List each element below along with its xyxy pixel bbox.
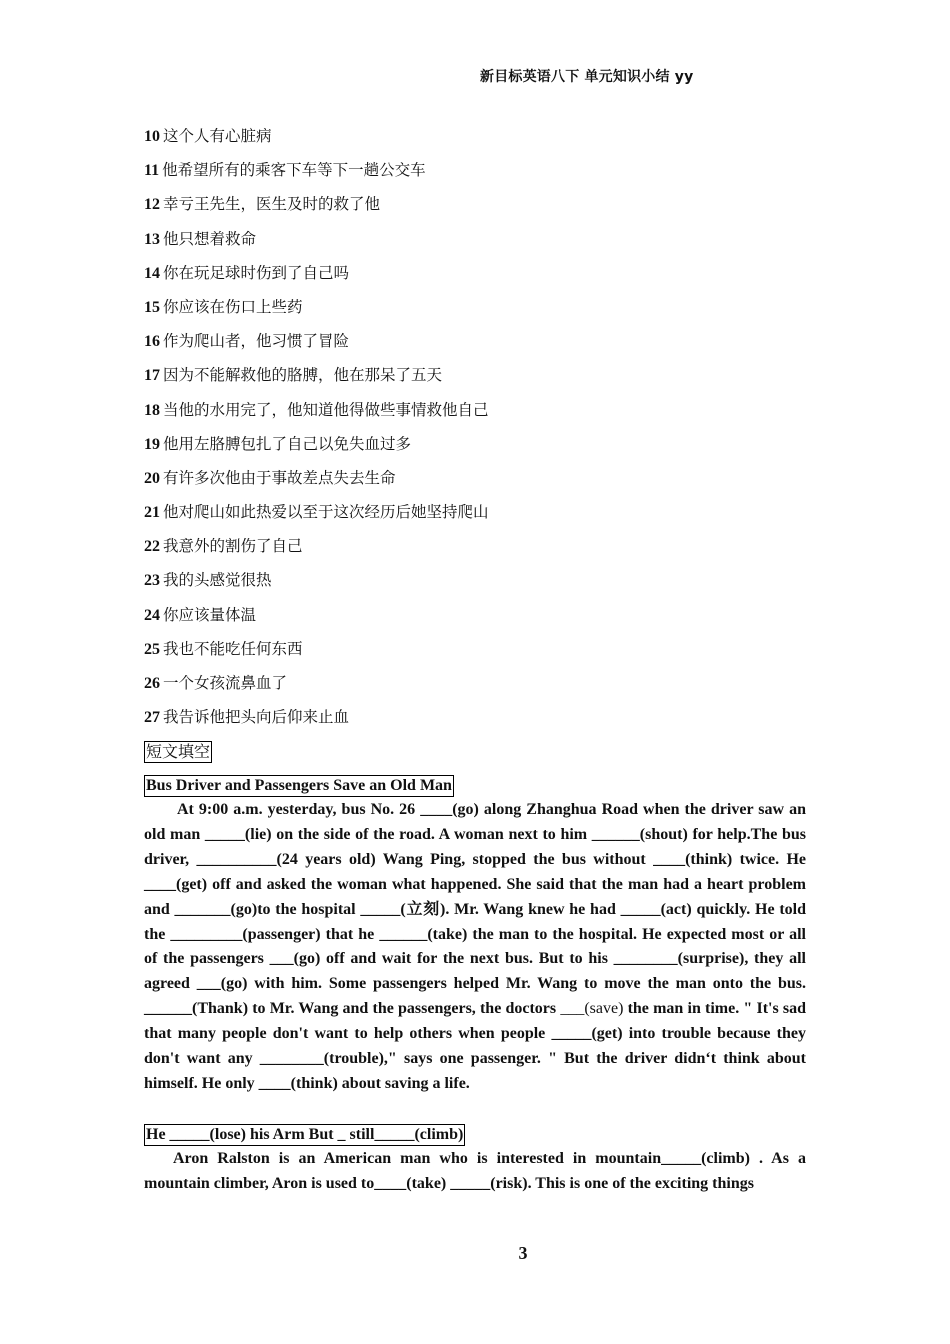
sentence-item <box>144 124 489 158</box>
sentence-item <box>144 295 489 329</box>
sentence-item <box>144 432 489 466</box>
passage2-title: He _____(lose) his Arm But _ still_____(climb) <box>144 1124 465 1146</box>
sentence-number: 25 <box>144 640 160 658</box>
sentence-text: 我也不能吃任何东西 <box>163 639 303 658</box>
passage1-text-a: At 9:00 a.m. yesterday, bus No. 26 ____(go) along Zhanghua Road when the driver saw an old man _____(lie) on the side of the road. A woman next to him ______(shout) for help.The bus driver, __________(24 years old) Wang Ping, stopped the bus without ____(think) twice. He ____(get) off and asked the woman what happened. She said that the man had a heart problem and _______(go)to the hospital _____(立刻). Mr. Wang knew he had _____(act) quickly. He told the _________(passenger) that he ______(take) the man to the hospital. He expected most or all of the passengers ___(go) off and wait for the next bus. But to his ________(surprise), they all agreed ___(go) with him. Some passengers helped Mr. Wang to move the man onto the bus. ______(Thank) to Mr. Wang and the passengers, the doctors <box>144 801 806 1018</box>
sentence-number: 26 <box>144 675 160 692</box>
sentence-number: 15 <box>144 298 160 316</box>
sentence-number: 27 <box>144 709 160 727</box>
passage2-body: Aron Ralston is an American man who is interested in mountain_____(climb) . As a mountain climber, Aron is used to____(take) _____(risk). This is one of the exciting things <box>144 1150 806 1192</box>
sentence-item <box>144 261 489 295</box>
sentence-number: 11 <box>144 162 160 180</box>
sentence-text: 他希望所有的乘客下车等下一趟公交车 <box>162 161 426 180</box>
passage1-text-b: ___(save) <box>560 1000 624 1018</box>
sentence-item <box>144 500 489 534</box>
sentence-text: 你在玩足球时伤到了自己吗 <box>163 263 350 282</box>
sentence-text: 一个女孩流鼻血了 <box>163 674 288 692</box>
sentence-item <box>144 534 489 568</box>
sentence-number: 22 <box>144 538 160 556</box>
sentence-item <box>144 363 489 397</box>
sentence-number: 24 <box>144 606 160 624</box>
sentence-number: 14 <box>144 264 160 282</box>
passage1-text-c: the man in time. " It's sad that many people don't want to help others when people _____(get) into trouble because they don't want any ________(trouble)," says one passenger. " But the driver didn‘t think about himself. He only ____(think) about saving a life. <box>144 1000 806 1092</box>
sentence-number: 13 <box>144 230 160 248</box>
passage1-title: Bus Driver and Passengers Save an Old Man <box>144 775 454 797</box>
sentence-number: 21 <box>144 504 160 522</box>
sentence-item <box>144 637 489 671</box>
sentence-item <box>144 158 489 192</box>
sentence-text: 作为爬山者，他习惯了冒险 <box>163 332 350 351</box>
section-label: 短文填空 <box>146 742 211 761</box>
sentence-number: 12 <box>144 196 160 214</box>
sentence-item <box>144 671 489 705</box>
sentence-text: 幸亏王先生，医生及时的救了他 <box>163 195 381 214</box>
sentence-item <box>144 329 489 363</box>
sentence-text: 你应该在伤口上些药 <box>163 297 303 316</box>
translation-sentence-list <box>144 124 489 739</box>
sentence-text: 因为不能解救他的胳膊，他在那呆了五天 <box>163 366 443 385</box>
sentence-text: 当他的水用完了，他知道他得做些事情救他自己 <box>163 400 489 419</box>
sentence-text: 我意外的割伤了自己 <box>163 537 303 556</box>
sentence-number: 20 <box>144 469 160 487</box>
sentence-item <box>144 705 489 739</box>
sentence-item <box>144 568 489 602</box>
sentence-item <box>144 398 489 432</box>
sentence-number: 18 <box>144 401 160 419</box>
sentence-text: 这个人有心脏病 <box>163 127 272 145</box>
sentence-item <box>144 192 489 226</box>
page-number: 3 <box>518 1243 528 1263</box>
sentence-text: 你应该量体温 <box>163 605 257 624</box>
sentence-text: 有许多次他由于事故差点失去生命 <box>163 468 396 487</box>
sentence-item <box>144 603 489 637</box>
sentence-item <box>144 466 489 500</box>
sentence-text: 他对爬山如此热爱以至于这次经历后她坚持爬山 <box>163 503 489 522</box>
sentence-number: 23 <box>144 572 160 590</box>
sentence-number: 19 <box>144 435 160 453</box>
page-header: 新目标英语八下 单元知识小结 yy <box>480 69 694 85</box>
sentence-text: 他用左胳膊包扎了自己以免失血过多 <box>163 434 412 453</box>
sentence-text: 我告诉他把头向后仰来止血 <box>163 708 350 727</box>
sentence-text: 我的头感觉很热 <box>163 571 272 590</box>
sentence-number: 17 <box>144 367 160 385</box>
sentence-number: 10 <box>144 128 160 145</box>
sentence-text: 他只想着救命 <box>163 229 257 248</box>
sentence-item <box>144 227 489 261</box>
sentence-number: 16 <box>144 333 160 351</box>
passage1-body <box>144 798 806 1097</box>
